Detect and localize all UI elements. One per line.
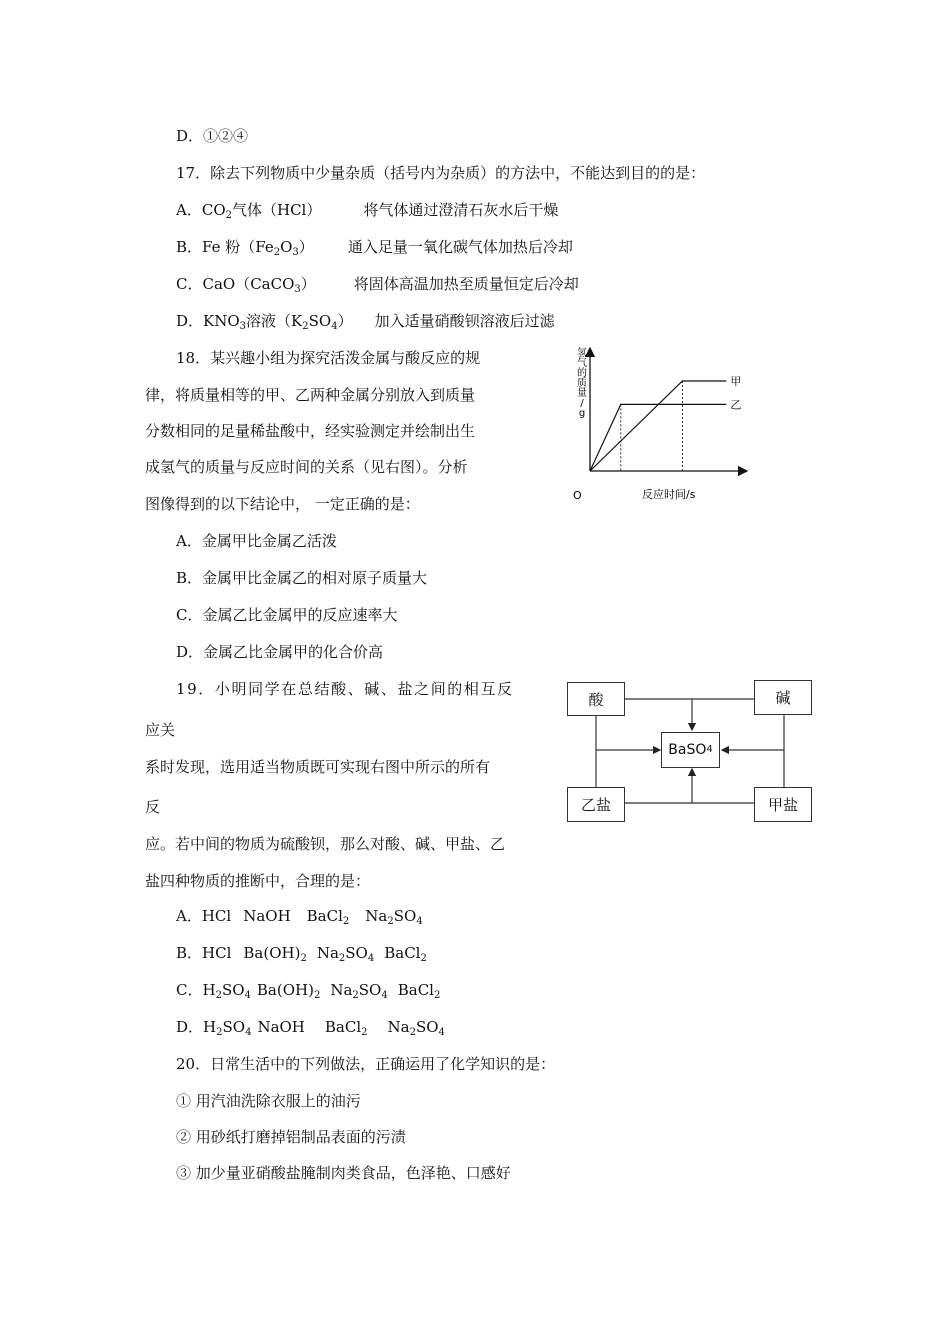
salt-b-box: 乙盐	[567, 787, 625, 822]
q18-line-5: 图像得到的以下结论中， 一定正确的是：	[145, 495, 420, 513]
q17-option-a: A．$CO_2$气体（HCl） 将气体通过澄清石灰水后干燥	[176, 201, 559, 221]
q19-option-d: D．$H_2SO_4$ NaOH BaCl$_2$ $Na_2SO_4$	[176, 1018, 445, 1038]
q19-line-3: 系时发现，选用适当物质既可实现右图中所示的所有	[145, 758, 491, 776]
q19-line-4: 反	[145, 798, 161, 816]
q19-line-1: 19．小明同学在总结酸、碱、盐之间的相互反	[176, 680, 514, 698]
base-box: 碱	[754, 680, 812, 715]
q19-option-c: C．$H_2SO_4$ $Ba(OH)_2$ $Na_2SO_4$ BaCl$_2$	[176, 981, 441, 1001]
q18-option-b: B．金属甲比金属乙的相对原子质量大	[176, 569, 428, 587]
x-axis-label: 反应时间/s	[642, 488, 696, 501]
baso4-box: BaSO 4	[661, 732, 720, 768]
q17-option-b: B．Fe 粉$(Fe_2O_3)$ 通入足量一氧化碳气体加热后冷却	[176, 238, 573, 258]
q17-stem: 17．除去下列物质中少量杂质（括号内为杂质）的方法中，不能达到目的的是：	[176, 164, 706, 182]
q19-option-b: B．HCl $Ba(OH)_2$ $Na_2SO_4$ BaCl$_2$	[176, 944, 427, 964]
q17-option-d: D．$KNO_3$溶液$(K_2SO_4)$ 加入适量硝酸钡溶液后过滤	[176, 312, 555, 332]
q18-option-a: A．金属甲比金属乙活泼	[176, 532, 337, 550]
q20-item-1: ① 用汽油洗除衣服上的油污	[176, 1092, 361, 1110]
y-axis-label: 氢气的质量/ g	[577, 348, 587, 419]
q18-line-4: 成氢气的质量与反应时间的关系（见右图）。分析	[145, 458, 468, 476]
hydrogen-time-chart	[565, 340, 765, 510]
q19-line-5: 应。若中间的物质为硫酸钡，那么对酸、碱、甲盐、乙	[145, 835, 506, 853]
q17-option-c: C．CaO（CaCO$_3$） 将固体高温加热至质量恒定后冷却	[176, 275, 579, 295]
salt-a-box: 甲盐	[754, 787, 812, 822]
q19-option-a: A．HCl NaOH BaCl$_2$ $Na_2SO_4$	[176, 907, 423, 927]
q18-line-1: 18．某兴趣小组为探究活泼金属与酸反应的规	[176, 349, 481, 367]
q20-item-2: ② 用砂纸打磨掉铝制品表面的污渍	[176, 1128, 406, 1146]
q18-line-2: 律，将质量相等的甲、乙两种金属分别放入到质量	[145, 386, 476, 404]
series-label-2: 乙	[730, 398, 742, 412]
acid-box: 酸	[567, 682, 625, 716]
q18-line-3: 分数相同的足量稀盐酸中，经实验测定并绘制出生	[145, 422, 476, 440]
q18-option-c: C．金属乙比金属甲的反应速率大	[176, 606, 398, 624]
origin-label: O	[573, 489, 582, 502]
q19-line-6: 盐四种物质的推断中，合理的是：	[145, 872, 371, 890]
q20-stem: 20．日常生活中的下列做法，正确运用了化学知识的是：	[176, 1055, 556, 1073]
q16-option-d: D．①②④	[176, 127, 249, 145]
q18-option-d: D．金属乙比金属甲的化合价高	[176, 643, 384, 661]
q19-line-2: 应关	[145, 721, 176, 739]
acid-base-salt-diagram	[560, 675, 820, 830]
q20-item-3: ③ 加少量亚硝酸盐腌制肉类食品，色泽艳、口感好	[176, 1164, 511, 1182]
series-line-2	[590, 404, 726, 471]
series-label-1: 甲	[730, 375, 742, 388]
